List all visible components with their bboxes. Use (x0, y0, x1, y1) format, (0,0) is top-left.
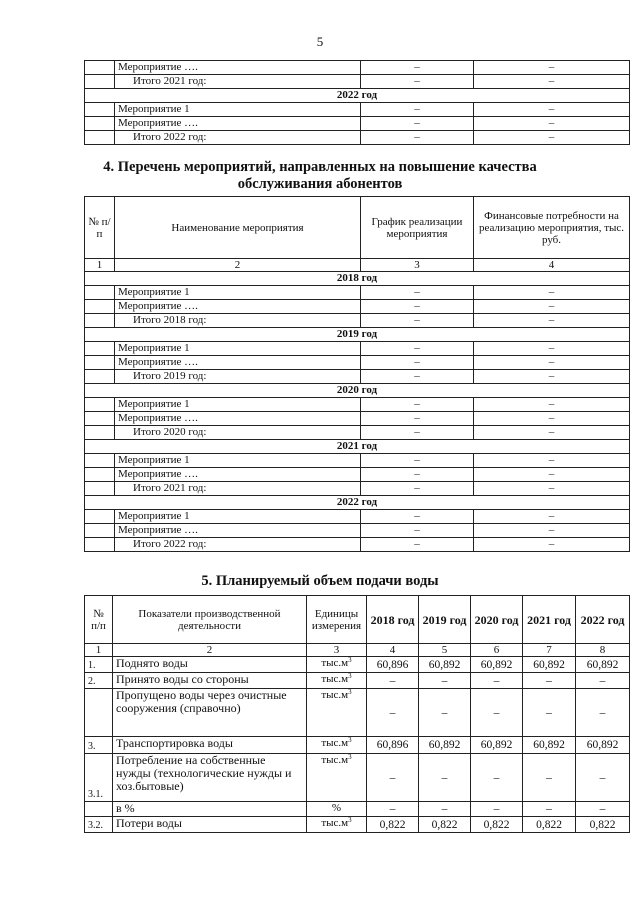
header-num: № п/п (85, 197, 115, 259)
year-value: 60,892 (576, 737, 630, 754)
col-number: 1 (85, 259, 115, 272)
row-num (85, 689, 113, 737)
year-value: – (471, 754, 523, 802)
year-value: 0,822 (419, 817, 471, 833)
financial-value: – (474, 398, 630, 412)
financial-value: – (474, 524, 630, 538)
schedule-value: – (361, 103, 474, 117)
unit-superscript: 3 (348, 753, 352, 761)
year-value: – (367, 802, 419, 817)
financial-value: – (474, 370, 630, 384)
year-value: – (419, 673, 471, 689)
year-value: – (523, 689, 576, 737)
header-schedule: График реализации мероприятия (361, 197, 474, 259)
row-num-cell (85, 356, 115, 370)
year-label: 2019 год (85, 328, 630, 342)
col-number: 2 (115, 259, 361, 272)
year-row (85, 89, 630, 103)
unit-text: тыс.м (321, 673, 349, 685)
row-num-cell (85, 510, 115, 524)
measure-name: Мероприятие 1 (115, 454, 361, 468)
schedule-value: – (361, 117, 474, 131)
measure-name: Мероприятие 1 (115, 103, 361, 117)
financial-value: – (474, 117, 630, 131)
row-num: 1. (85, 657, 113, 673)
year-value: – (576, 802, 630, 817)
unit-text: тыс.м (321, 689, 349, 701)
schedule-value: – (361, 482, 474, 496)
schedule-value: – (361, 286, 474, 300)
measures-table-continued (84, 60, 630, 145)
financial-value: – (474, 342, 630, 356)
row-num-cell (85, 398, 115, 412)
section4-table (84, 196, 630, 552)
col-number: 4 (474, 259, 630, 272)
table-row (85, 468, 630, 482)
unit-text: % (331, 802, 342, 814)
table-row (85, 300, 630, 314)
table-row (85, 103, 630, 117)
year-value: – (576, 754, 630, 802)
schedule-value: – (361, 356, 474, 370)
schedule-value: – (361, 342, 474, 356)
year-value: – (471, 689, 523, 737)
total-row (85, 314, 630, 328)
schedule-value: – (361, 468, 474, 482)
row-num-cell (85, 314, 115, 328)
year-value: – (471, 673, 523, 689)
col-number: 3 (361, 259, 474, 272)
year-value: – (471, 802, 523, 817)
year-value: 60,892 (576, 657, 630, 673)
financial-value: – (474, 454, 630, 468)
unit-superscript: 3 (348, 672, 352, 680)
table-row (85, 817, 630, 833)
indicator-name: в % (113, 802, 307, 817)
measure-name: Мероприятие 1 (115, 510, 361, 524)
financial-value: – (474, 426, 630, 440)
measure-name: Мероприятие …. (115, 412, 361, 426)
year-value: 60,892 (419, 657, 471, 673)
indicator-name: Транспортировка воды (113, 737, 307, 754)
header-financial-needs: Финансовые потребности на реализацию мероприятия, тыс. руб. (474, 197, 630, 259)
row-num-cell (85, 117, 115, 131)
year-value: 0,822 (471, 817, 523, 833)
col-number: 7 (523, 644, 576, 657)
unit (307, 737, 367, 754)
row-num-cell (85, 426, 115, 440)
indicator-name: Принято воды со стороны (113, 673, 307, 689)
schedule-value: – (361, 426, 474, 440)
year-value: 60,892 (523, 737, 576, 754)
col-number: 2 (113, 644, 307, 657)
indicator-name: Потери воды (113, 817, 307, 833)
table-row (85, 524, 630, 538)
indicator-name: Поднято воды (113, 657, 307, 673)
year-value: 60,892 (523, 657, 576, 673)
year-value: 60,896 (367, 657, 419, 673)
year-value: 0,822 (523, 817, 576, 833)
header-num: № п/п (85, 596, 113, 644)
schedule-value: – (361, 300, 474, 314)
financial-value: – (474, 412, 630, 426)
financial-value: – (474, 61, 630, 75)
row-num-cell (85, 300, 115, 314)
year-value: – (523, 802, 576, 817)
measure-name: Мероприятие …. (115, 61, 361, 75)
row-num-cell (85, 538, 115, 552)
year-value: 60,892 (419, 737, 471, 754)
header-year-2020: 2020 год (471, 596, 523, 644)
measure-name: Мероприятие …. (115, 468, 361, 482)
total-label: Итого 2021 год: (115, 482, 361, 496)
indicator-name: Пропущено воды через очистные сооружения (справочно) (113, 689, 307, 737)
measure-name: Мероприятие …. (115, 356, 361, 370)
unit-text: тыс.м (321, 754, 349, 766)
row-num: 3.2. (85, 817, 113, 833)
year-value: – (576, 673, 630, 689)
table-row (85, 286, 630, 300)
financial-value: – (474, 356, 630, 370)
section4-title (0, 159, 640, 193)
col-number: 5 (419, 644, 471, 657)
total-row (85, 482, 630, 496)
financial-value: – (474, 300, 630, 314)
header-year-2019: 2019 год (419, 596, 471, 644)
col-number: 1 (85, 644, 113, 657)
year-value: 60,892 (471, 657, 523, 673)
unit (307, 817, 367, 833)
year-value: – (576, 689, 630, 737)
unit-superscript: 3 (348, 736, 352, 744)
table-row (85, 454, 630, 468)
schedule-value: – (361, 131, 474, 145)
total-label: Итого 2022 год: (115, 131, 361, 145)
col-number: 8 (576, 644, 630, 657)
table-row (85, 754, 630, 802)
financial-value: – (474, 286, 630, 300)
schedule-value: – (361, 370, 474, 384)
header-year-2022: 2022 год (576, 596, 630, 644)
header-indicator: Показатели производственной деятельности (113, 596, 307, 644)
year-value: – (367, 754, 419, 802)
financial-value: – (474, 468, 630, 482)
schedule-value: – (361, 75, 474, 89)
row-num-cell (85, 286, 115, 300)
col-number: 4 (367, 644, 419, 657)
unit-superscript: 3 (348, 688, 352, 696)
year-value: 60,892 (471, 737, 523, 754)
year-value: – (523, 754, 576, 802)
row-num: 3.1. (85, 754, 113, 802)
year-value: 0,822 (367, 817, 419, 833)
header-units: Единицы измерения (307, 596, 367, 644)
schedule-value: – (361, 524, 474, 538)
schedule-value: – (361, 510, 474, 524)
total-label: Итого 2021 год: (115, 75, 361, 89)
year-value: – (523, 673, 576, 689)
measure-name: Мероприятие 1 (115, 342, 361, 356)
row-num-cell (85, 412, 115, 426)
year-row (85, 328, 630, 342)
year-label: 2020 год (85, 384, 630, 398)
row-num: 2. (85, 673, 113, 689)
year-label: 2021 год (85, 440, 630, 454)
total-row (85, 538, 630, 552)
year-value: – (419, 689, 471, 737)
measure-name: Мероприятие …. (115, 524, 361, 538)
table-row (85, 61, 630, 75)
row-num-cell (85, 61, 115, 75)
financial-value: – (474, 103, 630, 117)
year-value: 0,822 (576, 817, 630, 833)
section4-title-line1: 4. Перечень мероприятий, направленных на повышение качества (103, 159, 537, 175)
row-num-cell (85, 370, 115, 384)
table-row (85, 802, 630, 817)
financial-value: – (474, 510, 630, 524)
total-row (85, 75, 630, 89)
table-row (85, 412, 630, 426)
indicator-name: Потребление на собственные нужды (технологические нужды и хоз.бытовые) (113, 754, 307, 802)
year-row (85, 272, 630, 286)
financial-value: – (474, 314, 630, 328)
year-value: 60,896 (367, 737, 419, 754)
financial-value: – (474, 482, 630, 496)
table-row (85, 398, 630, 412)
col-number: 6 (471, 644, 523, 657)
total-row (85, 131, 630, 145)
financial-value: – (474, 538, 630, 552)
total-row (85, 426, 630, 440)
page-number: 5 (316, 34, 324, 49)
financial-value: – (474, 75, 630, 89)
year-label: 2018 год (85, 272, 630, 286)
row-num-cell (85, 131, 115, 145)
year-label: 2022 год (85, 496, 630, 510)
unit-text: тыс.м (321, 657, 349, 669)
table-row (85, 737, 630, 754)
unit (307, 802, 367, 817)
unit (307, 673, 367, 689)
table-row (85, 342, 630, 356)
table-row (85, 356, 630, 370)
table-row (85, 657, 630, 673)
total-label: Итого 2022 год: (115, 538, 361, 552)
total-row (85, 370, 630, 384)
table-row (85, 117, 630, 131)
row-num: 3. (85, 737, 113, 754)
table-row (85, 673, 630, 689)
schedule-value: – (361, 412, 474, 426)
year-row (85, 496, 630, 510)
measure-name: Мероприятие …. (115, 117, 361, 131)
year-value: – (419, 802, 471, 817)
schedule-value: – (361, 454, 474, 468)
row-num-cell (85, 103, 115, 117)
year-row (85, 384, 630, 398)
row-num (85, 802, 113, 817)
total-label: Итого 2018 год: (115, 314, 361, 328)
unit (307, 657, 367, 673)
table-row (85, 510, 630, 524)
row-num-cell (85, 482, 115, 496)
section5-table (84, 595, 630, 833)
schedule-value: – (361, 398, 474, 412)
measure-name: Мероприятие 1 (115, 398, 361, 412)
unit-superscript: 3 (348, 816, 352, 824)
year-row (85, 440, 630, 454)
table-row (85, 689, 630, 737)
unit (307, 754, 367, 802)
row-num-cell (85, 454, 115, 468)
measure-name: Мероприятие 1 (115, 286, 361, 300)
unit-text: тыс.м (321, 817, 349, 829)
total-label: Итого 2019 год: (115, 370, 361, 384)
financial-value: – (474, 131, 630, 145)
year-value: – (367, 673, 419, 689)
year-value: – (419, 754, 471, 802)
row-num-cell (85, 342, 115, 356)
header-year-2018: 2018 год (367, 596, 419, 644)
col-number: 3 (307, 644, 367, 657)
year-label: 2022 год (85, 89, 630, 103)
schedule-value: – (361, 314, 474, 328)
total-label: Итого 2020 год: (115, 426, 361, 440)
header-measure-name: Наименование мероприятия (115, 197, 361, 259)
unit (307, 689, 367, 737)
schedule-value: – (361, 61, 474, 75)
measure-name: Мероприятие …. (115, 300, 361, 314)
unit-superscript: 3 (348, 656, 352, 664)
schedule-value: – (361, 538, 474, 552)
header-year-2021: 2021 год (523, 596, 576, 644)
row-num-cell (85, 524, 115, 538)
section5-title: 5. Планируемый объем подачи воды (201, 573, 439, 589)
year-value: – (367, 689, 419, 737)
unit-text: тыс.м (321, 737, 349, 749)
row-num-cell (85, 468, 115, 482)
section4-title-line2: обслуживания абонентов (237, 176, 403, 192)
row-num-cell (85, 75, 115, 89)
